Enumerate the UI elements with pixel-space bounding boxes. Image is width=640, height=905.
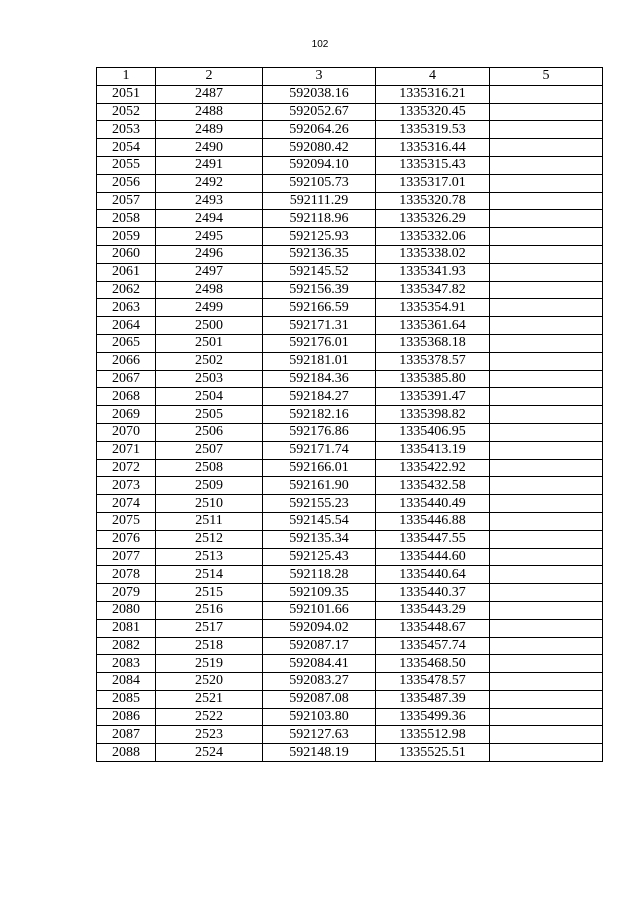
x-coordinate-cell: 592171.74 xyxy=(263,441,376,459)
column-header: 5 xyxy=(490,68,603,86)
point-number-cell: 2492 xyxy=(156,174,263,192)
row-number-cell: 2084 xyxy=(97,673,156,691)
table-row xyxy=(97,726,603,744)
x-coordinate-cell: 592087.17 xyxy=(263,637,376,655)
y-coordinate-cell: 1335457.74 xyxy=(376,637,490,655)
x-coordinate-cell: 592094.02 xyxy=(263,619,376,637)
point-number-cell: 2498 xyxy=(156,281,263,299)
y-coordinate-cell: 1335413.19 xyxy=(376,441,490,459)
x-coordinate-cell: 592125.93 xyxy=(263,228,376,246)
table-row xyxy=(97,637,603,655)
row-number-cell: 2061 xyxy=(97,263,156,281)
row-number-cell: 2073 xyxy=(97,477,156,495)
row-number-cell: 2051 xyxy=(97,85,156,103)
table-row xyxy=(97,477,603,495)
x-coordinate-cell: 592166.01 xyxy=(263,459,376,477)
row-number-cell: 2065 xyxy=(97,334,156,352)
y-coordinate-cell: 1335440.49 xyxy=(376,495,490,513)
y-coordinate-cell: 1335316.44 xyxy=(376,139,490,157)
table-row xyxy=(97,228,603,246)
y-coordinate-cell: 1335361.64 xyxy=(376,317,490,335)
x-coordinate-cell: 592118.28 xyxy=(263,566,376,584)
x-coordinate-cell: 592155.23 xyxy=(263,495,376,513)
note-cell xyxy=(490,370,603,388)
row-number-cell: 2069 xyxy=(97,406,156,424)
row-number-cell: 2083 xyxy=(97,655,156,673)
point-number-cell: 2513 xyxy=(156,548,263,566)
note-cell xyxy=(490,192,603,210)
row-number-cell: 2064 xyxy=(97,317,156,335)
point-number-cell: 2489 xyxy=(156,121,263,139)
column-header: 2 xyxy=(156,68,263,86)
y-coordinate-cell: 1335478.57 xyxy=(376,673,490,691)
x-coordinate-cell: 592118.96 xyxy=(263,210,376,228)
note-cell xyxy=(490,584,603,602)
point-number-cell: 2496 xyxy=(156,245,263,263)
row-number-cell: 2054 xyxy=(97,139,156,157)
x-coordinate-cell: 592083.27 xyxy=(263,673,376,691)
point-number-cell: 2501 xyxy=(156,334,263,352)
table-row xyxy=(97,744,603,762)
row-number-cell: 2068 xyxy=(97,388,156,406)
row-number-cell: 2057 xyxy=(97,192,156,210)
note-cell xyxy=(490,601,603,619)
row-number-cell: 2058 xyxy=(97,210,156,228)
y-coordinate-cell: 1335332.06 xyxy=(376,228,490,246)
table-row xyxy=(97,334,603,352)
x-coordinate-cell: 592094.10 xyxy=(263,156,376,174)
column-header: 1 xyxy=(97,68,156,86)
note-cell xyxy=(490,210,603,228)
note-cell xyxy=(490,228,603,246)
note-cell xyxy=(490,139,603,157)
y-coordinate-cell: 1335432.58 xyxy=(376,477,490,495)
table-row xyxy=(97,495,603,513)
point-number-cell: 2507 xyxy=(156,441,263,459)
point-number-cell: 2487 xyxy=(156,85,263,103)
y-coordinate-cell: 1335525.51 xyxy=(376,744,490,762)
y-coordinate-cell: 1335446.88 xyxy=(376,512,490,530)
note-cell xyxy=(490,726,603,744)
x-coordinate-cell: 592135.34 xyxy=(263,530,376,548)
note-cell xyxy=(490,245,603,263)
y-coordinate-cell: 1335317.01 xyxy=(376,174,490,192)
table-row xyxy=(97,121,603,139)
x-coordinate-cell: 592087.08 xyxy=(263,690,376,708)
note-cell xyxy=(490,548,603,566)
row-number-cell: 2066 xyxy=(97,352,156,370)
point-number-cell: 2524 xyxy=(156,744,263,762)
table-row xyxy=(97,388,603,406)
y-coordinate-cell: 1335338.02 xyxy=(376,245,490,263)
note-cell xyxy=(490,281,603,299)
table-row xyxy=(97,299,603,317)
row-number-cell: 2075 xyxy=(97,512,156,530)
table-row xyxy=(97,512,603,530)
point-number-cell: 2510 xyxy=(156,495,263,513)
note-cell xyxy=(490,744,603,762)
note-cell xyxy=(490,423,603,441)
x-coordinate-cell: 592111.29 xyxy=(263,192,376,210)
row-number-cell: 2082 xyxy=(97,637,156,655)
x-coordinate-cell: 592182.16 xyxy=(263,406,376,424)
point-number-cell: 2515 xyxy=(156,584,263,602)
x-coordinate-cell: 592171.31 xyxy=(263,317,376,335)
note-cell xyxy=(490,530,603,548)
row-number-cell: 2052 xyxy=(97,103,156,121)
table-row xyxy=(97,548,603,566)
point-number-cell: 2509 xyxy=(156,477,263,495)
note-cell xyxy=(490,512,603,530)
note-cell xyxy=(490,655,603,673)
row-number-cell: 2076 xyxy=(97,530,156,548)
x-coordinate-cell: 592145.52 xyxy=(263,263,376,281)
note-cell xyxy=(490,690,603,708)
y-coordinate-cell: 1335398.82 xyxy=(376,406,490,424)
point-number-cell: 2523 xyxy=(156,726,263,744)
point-number-cell: 2490 xyxy=(156,139,263,157)
row-number-cell: 2080 xyxy=(97,601,156,619)
x-coordinate-cell: 592103.80 xyxy=(263,708,376,726)
note-cell xyxy=(490,441,603,459)
point-number-cell: 2521 xyxy=(156,690,263,708)
row-number-cell: 2053 xyxy=(97,121,156,139)
point-number-cell: 2516 xyxy=(156,601,263,619)
point-number-cell: 2505 xyxy=(156,406,263,424)
row-number-cell: 2087 xyxy=(97,726,156,744)
point-number-cell: 2511 xyxy=(156,512,263,530)
row-number-cell: 2060 xyxy=(97,245,156,263)
table-row xyxy=(97,245,603,263)
y-coordinate-cell: 1335319.53 xyxy=(376,121,490,139)
y-coordinate-cell: 1335499.36 xyxy=(376,708,490,726)
table-row xyxy=(97,263,603,281)
x-coordinate-cell: 592080.42 xyxy=(263,139,376,157)
y-coordinate-cell: 1335440.37 xyxy=(376,584,490,602)
table-row xyxy=(97,423,603,441)
note-cell xyxy=(490,156,603,174)
row-number-cell: 2062 xyxy=(97,281,156,299)
note-cell xyxy=(490,317,603,335)
row-number-cell: 2085 xyxy=(97,690,156,708)
row-number-cell: 2077 xyxy=(97,548,156,566)
note-cell xyxy=(490,85,603,103)
y-coordinate-cell: 1335447.55 xyxy=(376,530,490,548)
table-row xyxy=(97,406,603,424)
point-number-cell: 2518 xyxy=(156,637,263,655)
note-cell xyxy=(490,673,603,691)
table-row xyxy=(97,139,603,157)
table-header-row xyxy=(97,68,603,86)
note-cell xyxy=(490,388,603,406)
table-row xyxy=(97,441,603,459)
row-number-cell: 2059 xyxy=(97,228,156,246)
x-coordinate-cell: 592148.19 xyxy=(263,744,376,762)
row-number-cell: 2067 xyxy=(97,370,156,388)
table-row xyxy=(97,690,603,708)
coordinates-table xyxy=(96,67,603,762)
table-row xyxy=(97,281,603,299)
note-cell xyxy=(490,619,603,637)
point-number-cell: 2522 xyxy=(156,708,263,726)
table-row xyxy=(97,192,603,210)
y-coordinate-cell: 1335354.91 xyxy=(376,299,490,317)
table-row xyxy=(97,156,603,174)
table-row xyxy=(97,317,603,335)
note-cell xyxy=(490,299,603,317)
y-coordinate-cell: 1335347.82 xyxy=(376,281,490,299)
note-cell xyxy=(490,477,603,495)
x-coordinate-cell: 592176.01 xyxy=(263,334,376,352)
y-coordinate-cell: 1335368.18 xyxy=(376,334,490,352)
x-coordinate-cell: 592136.35 xyxy=(263,245,376,263)
row-number-cell: 2072 xyxy=(97,459,156,477)
note-cell xyxy=(490,263,603,281)
table-row xyxy=(97,708,603,726)
y-coordinate-cell: 1335385.80 xyxy=(376,370,490,388)
table-row xyxy=(97,85,603,103)
x-coordinate-cell: 592161.90 xyxy=(263,477,376,495)
y-coordinate-cell: 1335320.45 xyxy=(376,103,490,121)
x-coordinate-cell: 592101.66 xyxy=(263,601,376,619)
row-number-cell: 2055 xyxy=(97,156,156,174)
row-number-cell: 2081 xyxy=(97,619,156,637)
note-cell xyxy=(490,459,603,477)
row-number-cell: 2078 xyxy=(97,566,156,584)
y-coordinate-cell: 1335440.64 xyxy=(376,566,490,584)
point-number-cell: 2497 xyxy=(156,263,263,281)
y-coordinate-cell: 1335326.29 xyxy=(376,210,490,228)
y-coordinate-cell: 1335315.43 xyxy=(376,156,490,174)
table-row xyxy=(97,174,603,192)
note-cell xyxy=(490,352,603,370)
point-number-cell: 2504 xyxy=(156,388,263,406)
note-cell xyxy=(490,174,603,192)
row-number-cell: 2071 xyxy=(97,441,156,459)
y-coordinate-cell: 1335512.98 xyxy=(376,726,490,744)
point-number-cell: 2520 xyxy=(156,673,263,691)
table-row xyxy=(97,103,603,121)
y-coordinate-cell: 1335406.95 xyxy=(376,423,490,441)
x-coordinate-cell: 592125.43 xyxy=(263,548,376,566)
point-number-cell: 2495 xyxy=(156,228,263,246)
row-number-cell: 2079 xyxy=(97,584,156,602)
point-number-cell: 2488 xyxy=(156,103,263,121)
table-row xyxy=(97,655,603,673)
point-number-cell: 2506 xyxy=(156,423,263,441)
x-coordinate-cell: 592145.54 xyxy=(263,512,376,530)
point-number-cell: 2493 xyxy=(156,192,263,210)
note-cell xyxy=(490,495,603,513)
y-coordinate-cell: 1335316.21 xyxy=(376,85,490,103)
x-coordinate-cell: 592109.35 xyxy=(263,584,376,602)
note-cell xyxy=(490,334,603,352)
y-coordinate-cell: 1335422.92 xyxy=(376,459,490,477)
row-number-cell: 2063 xyxy=(97,299,156,317)
x-coordinate-cell: 592064.26 xyxy=(263,121,376,139)
table-row xyxy=(97,584,603,602)
note-cell xyxy=(490,121,603,139)
table-row xyxy=(97,601,603,619)
note-cell xyxy=(490,406,603,424)
point-number-cell: 2494 xyxy=(156,210,263,228)
note-cell xyxy=(490,708,603,726)
point-number-cell: 2491 xyxy=(156,156,263,174)
x-coordinate-cell: 592184.36 xyxy=(263,370,376,388)
point-number-cell: 2512 xyxy=(156,530,263,548)
x-coordinate-cell: 592105.73 xyxy=(263,174,376,192)
table-row xyxy=(97,352,603,370)
y-coordinate-cell: 1335378.57 xyxy=(376,352,490,370)
y-coordinate-cell: 1335341.93 xyxy=(376,263,490,281)
note-cell xyxy=(490,637,603,655)
row-number-cell: 2074 xyxy=(97,495,156,513)
y-coordinate-cell: 1335391.47 xyxy=(376,388,490,406)
x-coordinate-cell: 592127.63 xyxy=(263,726,376,744)
y-coordinate-cell: 1335487.39 xyxy=(376,690,490,708)
x-coordinate-cell: 592181.01 xyxy=(263,352,376,370)
x-coordinate-cell: 592184.27 xyxy=(263,388,376,406)
x-coordinate-cell: 592156.39 xyxy=(263,281,376,299)
table-row xyxy=(97,210,603,228)
row-number-cell: 2088 xyxy=(97,744,156,762)
point-number-cell: 2508 xyxy=(156,459,263,477)
point-number-cell: 2502 xyxy=(156,352,263,370)
table-row xyxy=(97,566,603,584)
x-coordinate-cell: 592166.59 xyxy=(263,299,376,317)
point-number-cell: 2499 xyxy=(156,299,263,317)
note-cell xyxy=(490,103,603,121)
x-coordinate-cell: 592176.86 xyxy=(263,423,376,441)
x-coordinate-cell: 592038.16 xyxy=(263,85,376,103)
x-coordinate-cell: 592084.41 xyxy=(263,655,376,673)
table-row xyxy=(97,370,603,388)
table-row xyxy=(97,673,603,691)
page-number: 102 xyxy=(311,39,329,50)
table-row xyxy=(97,530,603,548)
point-number-cell: 2514 xyxy=(156,566,263,584)
row-number-cell: 2070 xyxy=(97,423,156,441)
row-number-cell: 2056 xyxy=(97,174,156,192)
y-coordinate-cell: 1335444.60 xyxy=(376,548,490,566)
point-number-cell: 2519 xyxy=(156,655,263,673)
y-coordinate-cell: 1335468.50 xyxy=(376,655,490,673)
table-body xyxy=(97,85,603,761)
y-coordinate-cell: 1335443.29 xyxy=(376,601,490,619)
y-coordinate-cell: 1335448.67 xyxy=(376,619,490,637)
table-row xyxy=(97,459,603,477)
point-number-cell: 2500 xyxy=(156,317,263,335)
point-number-cell: 2503 xyxy=(156,370,263,388)
row-number-cell: 2086 xyxy=(97,708,156,726)
note-cell xyxy=(490,566,603,584)
table-row xyxy=(97,619,603,637)
point-number-cell: 2517 xyxy=(156,619,263,637)
column-header: 3 xyxy=(263,68,376,86)
column-header: 4 xyxy=(376,68,490,86)
x-coordinate-cell: 592052.67 xyxy=(263,103,376,121)
y-coordinate-cell: 1335320.78 xyxy=(376,192,490,210)
